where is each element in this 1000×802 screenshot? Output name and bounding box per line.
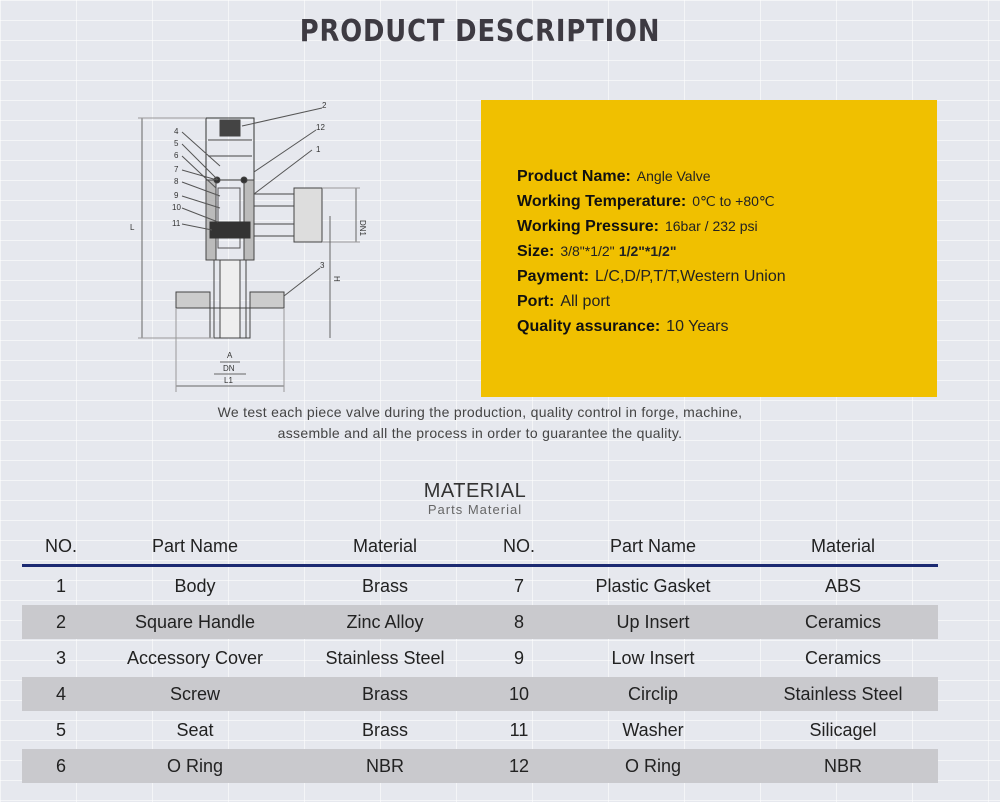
dim-dn: DN xyxy=(223,364,235,373)
table-row xyxy=(22,569,938,603)
table-row xyxy=(22,605,938,639)
cell-material: Brass xyxy=(361,576,408,596)
callout-4: 4 xyxy=(174,127,179,136)
spec-value: L/C,D/P,T/T,Western Union xyxy=(595,268,786,285)
cell-no: 6 xyxy=(55,756,66,776)
material-table xyxy=(22,530,938,783)
cell-no: 12 xyxy=(508,756,530,776)
header-material: Material xyxy=(352,536,418,556)
spec-label: Working Temperature: xyxy=(517,193,687,210)
cell-material: Stainless Steel xyxy=(783,684,903,704)
table-row xyxy=(22,713,938,747)
spec-label: Quality assurance: xyxy=(517,318,661,335)
callout-3: 3 xyxy=(320,261,325,270)
cell-no: 2 xyxy=(55,612,66,632)
material-subtitle: Parts Material xyxy=(427,502,523,517)
cell-part-name: O Ring xyxy=(166,756,224,776)
cell-part-name: Plastic Gasket xyxy=(595,576,711,596)
spec-payment xyxy=(517,264,937,289)
spec-label: Product Name: xyxy=(517,168,631,185)
spec-value: 0℃ to +80℃ xyxy=(692,193,775,209)
table-header xyxy=(22,530,938,564)
header-material: Material xyxy=(810,536,876,556)
cell-part-name: O Ring xyxy=(624,756,682,776)
spec-product-name xyxy=(517,164,937,189)
cell-part-name: Seat xyxy=(176,720,214,740)
cell-part-name: Washer xyxy=(622,720,684,740)
callout-11: 11 xyxy=(172,219,181,228)
spec-value: 10 Years xyxy=(666,318,729,335)
cell-part-name: Accessory Cover xyxy=(126,648,264,668)
cell-part-name: Square Handle xyxy=(134,612,256,632)
dim-dn1: DN1 xyxy=(358,220,367,237)
cell-no: 3 xyxy=(55,648,66,668)
quality-note-line: assemble and all the process in order to guarantee the quality. xyxy=(277,425,683,441)
callout-12: 12 xyxy=(316,123,325,132)
cell-material: Ceramics xyxy=(804,612,881,632)
spec-working-pressure xyxy=(517,214,937,239)
dim-l1: L1 xyxy=(224,376,233,385)
cell-part-name: Body xyxy=(174,576,216,596)
cell-material: Stainless Steel xyxy=(325,648,445,668)
cell-no: 5 xyxy=(55,720,66,740)
spec-quality-assurance xyxy=(517,314,937,339)
cell-no: 8 xyxy=(513,612,524,632)
callout-9: 9 xyxy=(174,191,179,200)
quality-note-line: We test each piece valve during the production, quality control in forge, machine, xyxy=(217,404,743,420)
cell-no: 11 xyxy=(509,720,529,740)
valve-diagram xyxy=(120,96,390,396)
spec-box xyxy=(481,100,937,397)
cell-part-name: Low Insert xyxy=(611,648,695,668)
callout-7: 7 xyxy=(174,165,179,174)
cell-part-name: Screw xyxy=(169,684,220,704)
cell-material: ABS xyxy=(824,576,862,596)
spec-label: Port: xyxy=(517,293,555,310)
page-title: PRODUCT DESCRIPTION xyxy=(299,14,661,49)
spec-label: Working Pressure: xyxy=(517,218,659,235)
spec-value: 1/2"*1/2" xyxy=(618,243,677,259)
cell-part-name: Circlip xyxy=(627,684,678,704)
cell-material: NBR xyxy=(823,756,862,776)
header-no: NO. xyxy=(502,536,535,556)
spec-size xyxy=(517,239,937,264)
cell-no: 9 xyxy=(513,648,524,668)
cell-material: Brass xyxy=(361,720,408,740)
cell-no: 10 xyxy=(508,684,530,704)
cell-no: 7 xyxy=(513,576,524,596)
cell-material: Silicagel xyxy=(809,720,877,740)
dim-l: L xyxy=(130,223,135,232)
table-row xyxy=(22,641,938,675)
spec-value: All port xyxy=(560,293,611,310)
spec-value: Angle Valve xyxy=(636,168,711,184)
material-heading xyxy=(380,480,570,517)
cell-material: Ceramics xyxy=(804,648,881,668)
valve-body-drawing xyxy=(138,108,360,392)
header-part-name: Part Name xyxy=(609,536,697,556)
callout-8: 8 xyxy=(174,177,179,186)
cell-no: 4 xyxy=(55,684,66,704)
callout-6: 6 xyxy=(174,151,179,160)
cell-material: NBR xyxy=(365,756,404,776)
callout-2: 2 xyxy=(322,101,327,110)
table-row xyxy=(22,677,938,711)
callout-5: 5 xyxy=(174,139,179,148)
spec-label: Payment: xyxy=(517,268,590,285)
dim-a: A xyxy=(227,351,233,360)
header-rule xyxy=(22,564,938,567)
header-no: NO. xyxy=(44,536,77,556)
table-row xyxy=(22,749,938,783)
quality-note xyxy=(160,402,800,444)
spec-value: 3/8"*1/2" xyxy=(560,243,615,259)
spec-label: Size: xyxy=(517,243,555,260)
spec-port xyxy=(517,289,937,314)
cell-material: Zinc Alloy xyxy=(346,612,424,632)
material-title: MATERIAL xyxy=(423,480,527,502)
dim-h: H xyxy=(332,276,341,282)
spec-value: 16bar / 232 psi xyxy=(664,218,758,234)
header-part-name: Part Name xyxy=(151,536,239,556)
cell-material: Brass xyxy=(361,684,408,704)
cell-no: 1 xyxy=(55,576,66,596)
callout-1: 1 xyxy=(316,145,321,154)
cell-part-name: Up Insert xyxy=(616,612,690,632)
spec-working-temperature xyxy=(517,189,937,214)
callout-10: 10 xyxy=(172,203,181,212)
